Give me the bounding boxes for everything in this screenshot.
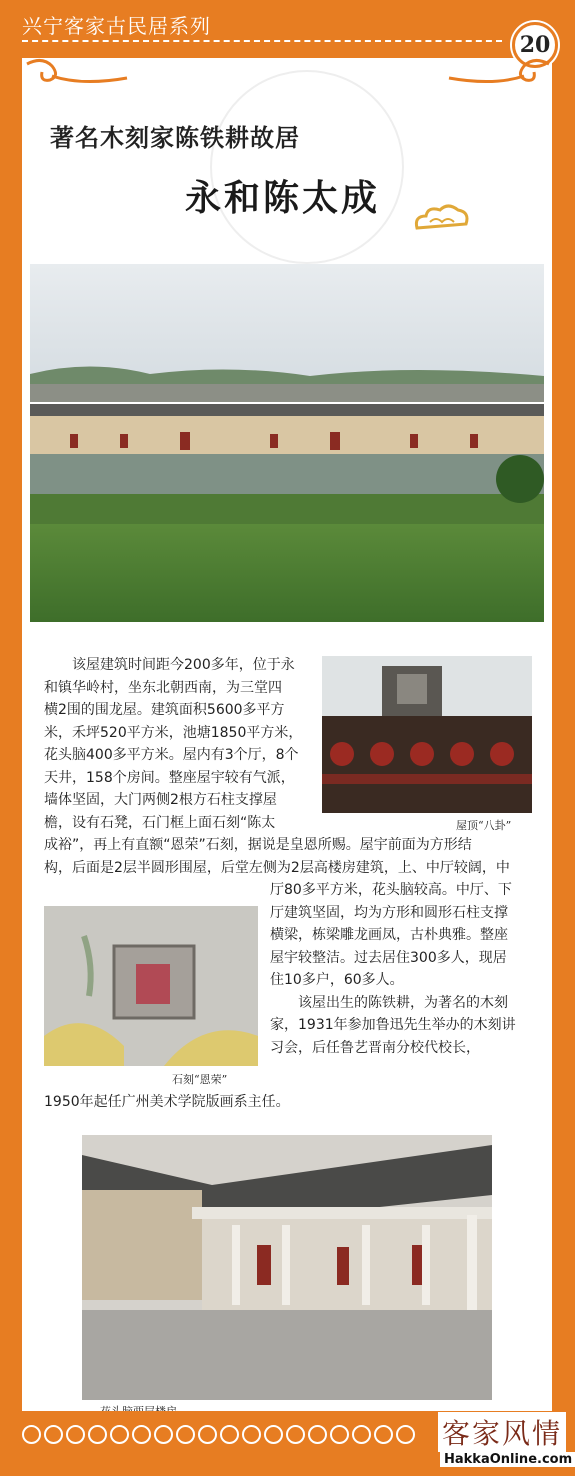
text-line: 檐，设有石凳，石门框上面石刻“陈太 xyxy=(44,814,276,831)
article-body-para2-last xyxy=(44,1091,534,1114)
coin-ornament xyxy=(396,1425,415,1444)
text-line: 花头脑400多平方米。屋内有3个厅，8个 xyxy=(44,747,299,763)
hakka-brand-logo: 客家风情 xyxy=(438,1412,566,1452)
coin-ornament xyxy=(176,1425,195,1444)
text-line: 横梁，栋梁雕龙画凤，古朴典雅。整座 xyxy=(270,927,508,943)
coin-ornament xyxy=(22,1425,41,1444)
lotus-watermark xyxy=(210,70,404,264)
coin-ornament xyxy=(308,1425,327,1444)
text-line: 和镇华岭村，坐东北朝西南，为三堂四 xyxy=(44,679,282,696)
text-line: 厅建筑坚固，均为方形和圆形石柱支撑 xyxy=(270,904,508,921)
text-line: 厅80多平方米，花头脑较高。中厅、下 xyxy=(270,882,512,898)
text-line: 家，1931年参加鲁迅先生举办的木刻讲 xyxy=(270,1017,516,1033)
coin-ornament xyxy=(44,1425,63,1444)
page-number: 20 xyxy=(512,22,558,68)
coin-ornament xyxy=(330,1425,349,1444)
coin-ornament xyxy=(132,1425,151,1444)
swirl-left-ornament xyxy=(22,56,132,90)
cloud-icon xyxy=(412,200,472,234)
text-line: 该屋建筑时间距今200多年，位于永 xyxy=(72,657,295,673)
roof-bagua-photo xyxy=(322,656,532,813)
series-title: 兴宁客家古民居系列 xyxy=(22,14,211,38)
article-title: 永和陈太成 xyxy=(185,177,381,219)
coin-ornament xyxy=(88,1425,107,1444)
text-line: 该屋出生的陈铁耕，为著名的木刻 xyxy=(298,994,508,1011)
header-dash-line xyxy=(22,40,502,42)
text-line: 横2围的围龙屋。建筑面积5600多平方 xyxy=(44,702,285,718)
coin-ornament xyxy=(242,1425,261,1444)
coin-ornament xyxy=(264,1425,283,1444)
coin-ornament xyxy=(198,1425,217,1444)
village-panorama-photo xyxy=(30,264,544,622)
text-line: 屋宇较整洁。过去居住300多人，现居 xyxy=(270,949,507,966)
text-line: 习会，后任鲁艺晋南分校代校长， xyxy=(270,1039,480,1056)
coin-ornament xyxy=(110,1425,129,1444)
text-line: 成裕”，再上有直额“恩荣”石刻，据说是皇恩所赐。屋宇前面为方形结 xyxy=(44,837,472,853)
two-storey-building-photo xyxy=(82,1135,492,1400)
article-body-para1-part2 xyxy=(44,834,534,879)
caption-stone: 石刻“恩荣” xyxy=(172,1073,228,1086)
header-bar xyxy=(0,0,575,56)
coin-ornament xyxy=(220,1425,239,1444)
text-line: 住10多户，60多人。 xyxy=(270,972,404,988)
stone-carving-photo xyxy=(44,906,258,1066)
article-body-para1-part3 xyxy=(270,879,530,1059)
article-subtitle: 著名木刻家陈铁耕故居 xyxy=(50,123,300,152)
text-line: 1950年起任广州美术学院版画系主任。 xyxy=(44,1094,290,1110)
text-line: 墙体坚固，大门两侧2根方石柱支撑屋 xyxy=(44,792,277,808)
site-url[interactable]: HakkaOnline.com xyxy=(440,1452,575,1467)
text-line: 构，后面是2层半圆形围屋，后堂左侧为2层高楼房建筑，上、中厅较阔，中 xyxy=(44,859,510,876)
coin-ornament xyxy=(286,1425,305,1444)
swirl-right-ornament xyxy=(444,56,554,90)
coin-ornament xyxy=(66,1425,85,1444)
coin-ornament xyxy=(154,1425,173,1444)
article-body-para1-part1 xyxy=(44,654,314,834)
caption-roof: 屋顶“八卦” xyxy=(456,819,512,832)
coin-ornament xyxy=(374,1425,393,1444)
text-line: 天井，158个房间。整座屋宇较有气派， xyxy=(44,769,295,786)
coin-ornament xyxy=(352,1425,371,1444)
text-line: 米，禾坪520平方米，池塘1850平方米， xyxy=(44,724,303,741)
